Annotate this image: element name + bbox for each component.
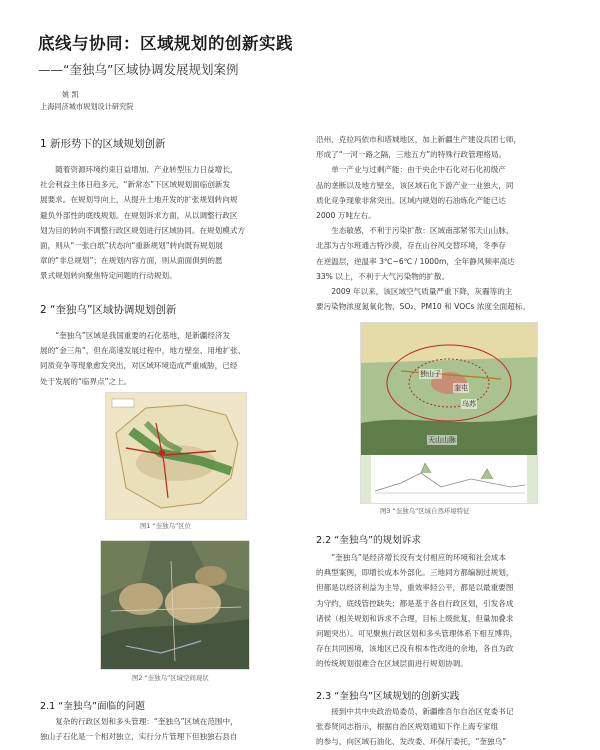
paragraph-line: 展的“金三角”，但在高速发展过程中，地方壁垒、用地扩张、 <box>40 346 246 356</box>
paragraph-line: 的传统规划很难合在区域层面进行规划协调。 <box>316 659 468 669</box>
paragraph-line: 要污染物浓度氮氧化物、SO₂、PM10 和 VOCs 浓度全面超标。 <box>316 302 531 312</box>
section1-heading: 1 新形势下的区域规划创新 <box>40 138 166 150</box>
paragraph-line: 处于发展的“临界点”之上。 <box>40 376 132 386</box>
paragraph-line: 面，则从“一张白纸”状态向“重新规划”转向既有规划展 <box>40 241 223 251</box>
paragraph-line: “奎独乌”是经济增长没有支付相应的环境和社会成本 <box>331 553 507 562</box>
paragraph-line: 存在共同困境，该地区已没有根本性改进的余地，各自为政 <box>316 644 514 654</box>
paragraph-line: 单一产业与过剩产能：由于央企中石化对石化初级产 <box>331 165 506 175</box>
figure1-caption: 图1 “奎独乌”区位 <box>140 522 192 530</box>
paragraph-line: 2009 年以来，该区域空气质量严重下降，灰霾等的主 <box>331 287 513 297</box>
paragraph-line: 避负外部性的底线规划。在规划诉求方面，从以调整行政区 <box>40 210 238 220</box>
figure-aerial-image <box>100 540 250 670</box>
section22-heading: 2.2 “奎独乌”的规划诉求 <box>316 535 421 546</box>
map-label-dushanzi: 独山子 <box>420 370 441 378</box>
author-affiliation: 上海同济城市规划设计研究院 <box>40 102 134 111</box>
paragraph-line: 质化竞争现象非常突出。区域内规划的石油炼化产能已达 <box>316 195 506 205</box>
paragraph-line: 复杂的行政区划和多头管理：“奎独乌”区域在范围中， <box>55 717 238 726</box>
paragraph-line: 2000 万吨左右。 <box>316 211 376 221</box>
map-label-wusu: 乌苏 <box>462 400 476 408</box>
section23-heading: 2.3 “奎独乌”区域规划的创新实践 <box>316 691 460 702</box>
figure-environment-map <box>360 322 538 504</box>
section22-body <box>316 550 566 672</box>
paragraph-line: 形成了“一河一路之隔，三地五方”的特殊行政管理格局。 <box>316 150 507 160</box>
paragraph-line: 的参与，向区域石油化、发改委、环保厅委托，“奎独乌” <box>316 737 507 747</box>
paragraph-line: 划为目的转向不调整行政区规划进行区域协同。在规划模式方 <box>40 225 246 235</box>
section1-body <box>40 162 294 284</box>
article-title: 底线与协同：区域规划的创新实践 <box>38 34 293 53</box>
right-column-body <box>316 132 566 314</box>
environment-map-graphic <box>361 323 537 503</box>
paragraph-line: 的典型案例，即增长成本外部化。三地同方都编制过规划， <box>316 568 514 578</box>
paragraph-line: 33% 以上，不利于大气污染物的扩散。 <box>316 271 450 281</box>
map-label-kuitun: 奎屯 <box>454 384 468 392</box>
paragraph-line: 品的垄断以及地方壁垒，该区域石化下游产业一业独大，同 <box>316 180 514 190</box>
section2-heading: 2 “奎独乌”区域协调规划创新 <box>40 304 177 316</box>
paragraph-line: 随着资源环境约束日益增加、产业转型压力日益增长， <box>55 165 238 174</box>
section21-body <box>40 714 294 744</box>
paragraph-line: 问题突出）。可见聚焦行政区划和多头管理体系下相互博弈， <box>316 629 518 639</box>
paragraph-line: 景式规划转向聚焦特定问题的行动规划。 <box>40 271 177 281</box>
paragraph-line: 接到中共中央政治局委员、新疆维吾尔自治区党委书记 <box>331 707 514 716</box>
section21-heading: 2.1 “奎独乌”面临的问题 <box>40 701 145 712</box>
paragraph-line: 但都是以经济利益为主导，重效率轻公平，都是以最重要图 <box>316 583 514 593</box>
paragraph-line: “奎独乌”区域是我国重要的石化基地，是新疆经济发 <box>55 331 231 340</box>
paragraph-line: 章的“非总规划”；在规划内容方面，则从面面俱到的愿 <box>40 256 223 266</box>
figure3-caption: 图3 “奎独乌”区域自然环境特征 <box>380 507 470 515</box>
paragraph-line: 同质竞争等现象愈发突出，对区域环境造成严重威胁，已经 <box>40 361 238 371</box>
aerial-image-graphic <box>101 541 249 669</box>
paragraph-line: 独山子石化是一个相对独立，实行分片管理下但独独石县自 <box>40 732 238 742</box>
paragraph-line: 北部为古尔班通古特沙漠，存在山谷风交替环境，冬季存 <box>316 241 506 251</box>
paragraph-line: 生态敏感，不利于污染扩散：区域南部紧邻天山山脉， <box>331 226 514 236</box>
map-label-tianshan: 天山山脉 <box>428 436 456 444</box>
section2-body <box>40 328 294 389</box>
location-map-graphic <box>106 393 246 519</box>
paragraph-line: 展要求。在规划导向上，从提升土地开发的扩张规划转向规 <box>40 195 238 205</box>
section23-body <box>316 704 566 750</box>
paragraph-line: 沿州、克拉玛依市和塔城地区，加上新疆生产建设兵团七师， <box>316 135 522 144</box>
figure2-caption: 图2 “奎独乌”区域空间现状 <box>132 674 209 682</box>
paragraph-line: 张春贤同志指示，根据自治区规划通知下作上海专家组 <box>316 722 499 732</box>
author-name: 姚 凯 <box>62 90 79 99</box>
paragraph-line: 诸侯（相关规划和诉求不合理，目标上级批复，但量加叠求 <box>316 613 514 623</box>
paragraph-line: 社会利益主体日趋多元，“新常态”下区域规划面临创新发 <box>40 180 231 190</box>
article-subtitle: ——“奎独乌”区域协调发展规划案例 <box>38 62 239 77</box>
figure-location-map <box>105 392 247 520</box>
paragraph-line: 为守约，底线管控缺失；都是基于各自行政区划，引发各成 <box>316 598 514 608</box>
paragraph-line: 在逆温层，逆温率 3℃~6℃ / 1000m，全年静风频率高达 <box>316 256 515 266</box>
